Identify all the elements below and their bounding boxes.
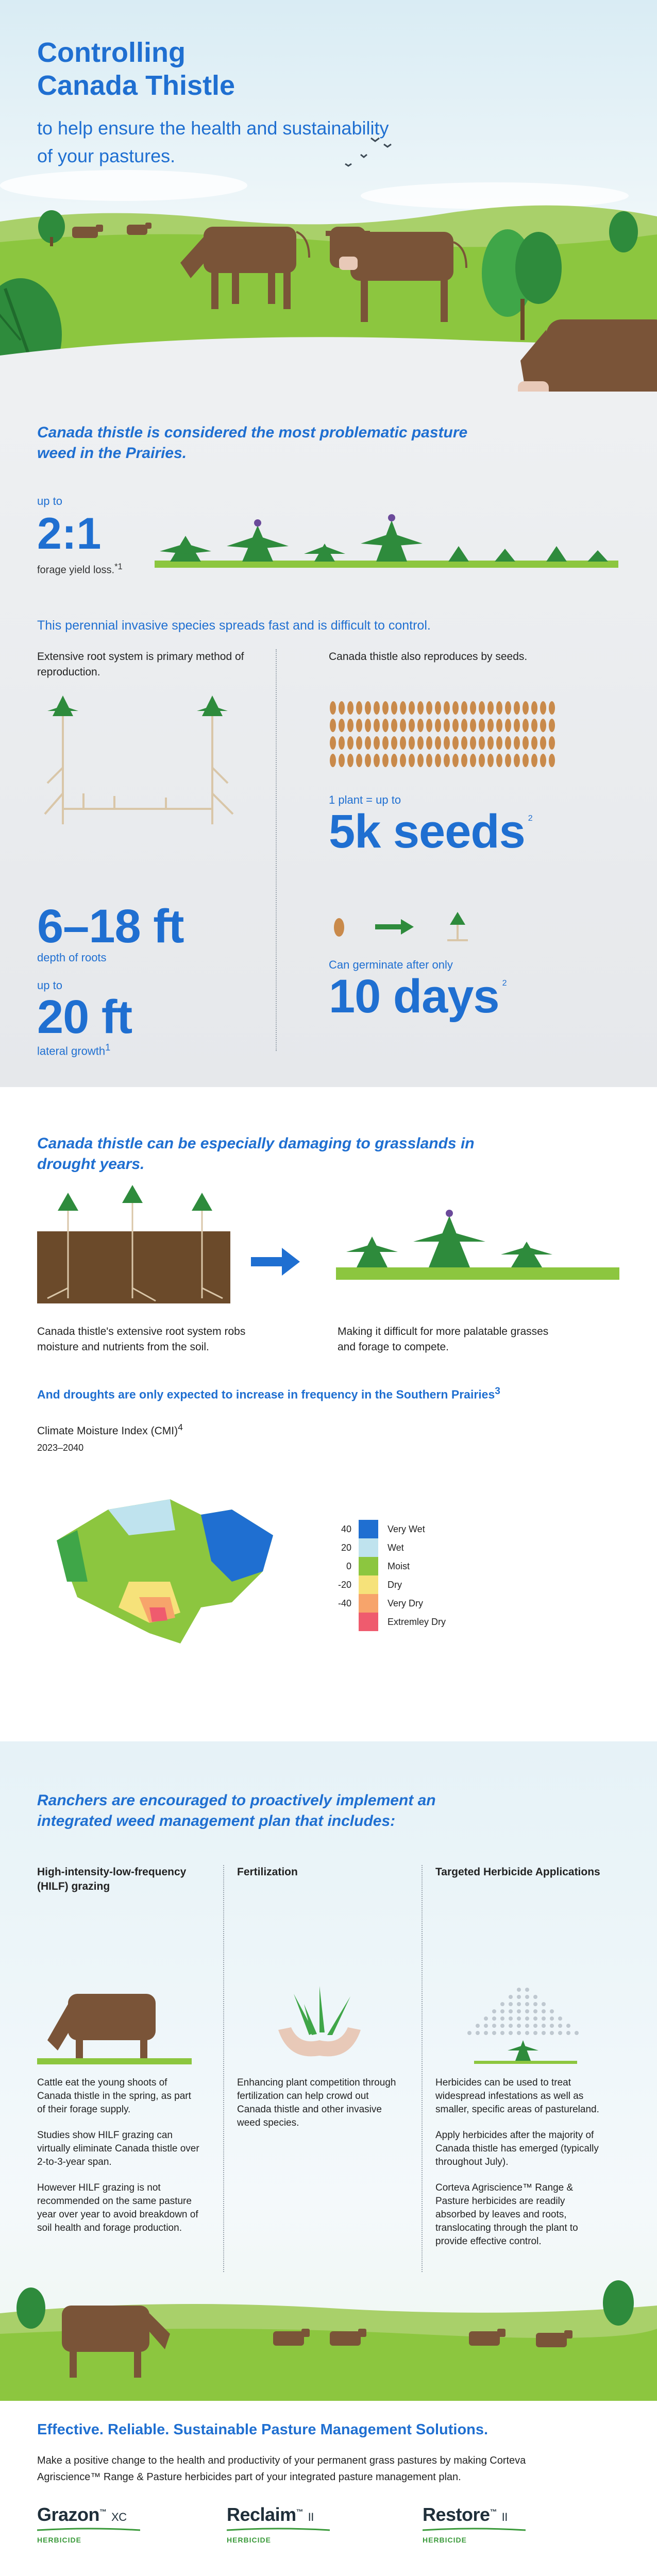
brand-reclaim-suffix: II — [308, 2511, 314, 2523]
spray-dot-icon — [484, 2016, 488, 2021]
spray-dot-icon — [566, 2031, 570, 2035]
seed-icon — [409, 719, 415, 732]
seed-icon — [435, 701, 441, 715]
seed-icon — [409, 736, 415, 750]
spray-dot-icon — [492, 2016, 496, 2021]
grazing-cow-icon — [37, 1984, 192, 2066]
hilf-heading: High-intensity-low-frequency (HILF) grazing — [37, 1866, 187, 1892]
germinate-stat — [329, 958, 507, 1021]
seed-icon — [487, 754, 494, 767]
management-lead: Ranchers are encouraged to proactively implement an integrated weed management plan that includes: — [37, 1792, 436, 1829]
solutions-tagline: Effective. Reliable. Sustainable Pasture Management Solutions. — [37, 2421, 488, 2438]
cmi-title — [37, 1422, 183, 1437]
legend-row — [330, 1613, 446, 1631]
seed-icon — [470, 754, 476, 767]
seed-icon — [531, 736, 537, 750]
spray-dot-icon — [550, 2031, 554, 2035]
seed-icon — [330, 736, 336, 750]
spray-dot-icon — [542, 2002, 546, 2006]
spray-dot-icon — [492, 2031, 496, 2035]
seed-icon — [523, 736, 529, 750]
brand-reclaim-sub: HERBICIDE — [227, 2536, 272, 2544]
seed-icon — [461, 701, 467, 715]
spray-dot-icon — [542, 2024, 546, 2028]
spray-dot-icon — [476, 2024, 480, 2028]
cmi-years: 2023–2040 — [37, 1443, 84, 1453]
seed-icon — [549, 719, 555, 732]
hilf-p1: Cattle eat the young shoots of Canada thistle in the spring, as part of their forage supply. — [37, 2077, 191, 2115]
spray-dot-icon — [533, 2031, 537, 2035]
seed-icon — [347, 719, 353, 732]
seed-icon — [523, 701, 529, 715]
seed-icon — [514, 736, 520, 750]
legend-row — [330, 1520, 446, 1538]
seed-icon — [523, 719, 529, 732]
ratio-caption — [37, 562, 123, 577]
seed-icon — [470, 701, 476, 715]
spray-dot-icon — [575, 2031, 579, 2035]
brand-swoosh-icon — [227, 2527, 330, 2532]
spray-dot-icon — [525, 2031, 529, 2035]
legend-swatch — [359, 1520, 378, 1538]
seeds-mark: 2 — [528, 814, 533, 823]
seed-icon — [417, 719, 424, 732]
column-divider-2 — [422, 1865, 423, 2272]
brand-reclaim-tm: ™ — [296, 2507, 304, 2516]
seed-icon — [365, 736, 371, 750]
seed-icon — [444, 754, 450, 767]
seed-icon — [382, 736, 389, 750]
depth-label: depth of roots — [37, 951, 107, 964]
drought-section — [0, 1087, 657, 1741]
spray-dot-icon — [542, 2009, 546, 2013]
root-system-icon — [37, 690, 254, 845]
seed-icon — [409, 754, 415, 767]
spray-dot-icon — [517, 2016, 521, 2021]
spray-dot-icon — [542, 2031, 546, 2035]
herbicide-spray-icon — [443, 1984, 598, 2066]
spray-dot-icon — [500, 2024, 504, 2028]
herbicide-p3: Corteva Agriscience™ Range & Pasture herbicides are readily absorbed by leaves and roots, translocating through the plant to provide effective control. — [435, 2182, 578, 2247]
seed-icon — [356, 701, 362, 715]
seed-icon — [540, 719, 546, 732]
seed-icon — [496, 754, 502, 767]
seed-icon — [496, 736, 502, 750]
seed-icon — [374, 754, 380, 767]
spray-dot-icon — [517, 2031, 521, 2035]
spray-dot-icon — [509, 2016, 513, 2021]
fertilization-text — [237, 2076, 402, 2142]
problem-lead: Canada thistle is considered the most problematic pasture weed in the Prairies. — [37, 424, 468, 462]
seed-icon — [461, 719, 467, 732]
seed-icon — [444, 719, 450, 732]
seed-icon — [356, 736, 362, 750]
seed-icon — [514, 754, 520, 767]
spray-dot-icon — [550, 2009, 554, 2013]
legend-swatch — [359, 1613, 378, 1631]
seed-icon — [400, 719, 406, 732]
spray-dot-icon — [484, 2031, 488, 2035]
legend-row — [330, 1594, 446, 1613]
seed-icon — [347, 736, 353, 750]
seed-icon — [505, 701, 511, 715]
brand-restore-suffix: II — [501, 2511, 508, 2523]
spray-dot-icon — [517, 2002, 521, 2006]
seed-icon — [426, 754, 432, 767]
seed-icon — [339, 736, 345, 750]
spray-dot-icon — [550, 2024, 554, 2028]
drought-statement — [37, 1386, 500, 1402]
seed-icon — [374, 719, 380, 732]
lateral-value: 20 ft — [37, 991, 132, 1043]
seed-icon — [382, 719, 389, 732]
cmi-title-text: Climate Moisture Index (CMI) — [37, 1425, 178, 1437]
legend-value: -40 — [338, 1598, 351, 1608]
lateral-label — [37, 1042, 132, 1058]
legend-swatch — [359, 1538, 378, 1557]
seed-icon — [549, 754, 555, 767]
brand-restore-name: Restore — [423, 2504, 490, 2525]
soil-caption-right: Making it difficult for more palatable grasses and forage to compete. — [338, 1326, 549, 1353]
spray-dot-icon — [533, 1995, 537, 1999]
main-title-line1: Controlling — [37, 37, 186, 68]
spray-dot-icon — [492, 2009, 496, 2013]
legend-label: Extremley Dry — [388, 1616, 446, 1627]
legend-swatch — [359, 1557, 378, 1575]
spray-dot-icon — [517, 2024, 521, 2028]
spray-dot-icon — [533, 2009, 537, 2013]
solutions-section — [0, 2401, 657, 2576]
seed-icon — [549, 701, 555, 715]
legend-label: Very Wet — [388, 1523, 425, 1534]
depth-stat — [37, 902, 184, 964]
legend-label: Dry — [388, 1579, 402, 1590]
spray-dot-icon — [509, 1995, 513, 1999]
hilf-p2: Studies show HILF grazing can virtually eliminate Canada thistle over 2-to-3-year span. — [37, 2130, 199, 2167]
seed-icon — [461, 736, 467, 750]
seed-icon — [523, 754, 529, 767]
seed-icon — [330, 719, 336, 732]
soil-comparison-illustration — [37, 1185, 619, 1309]
legend-label: Wet — [388, 1542, 404, 1553]
spray-dot-icon — [525, 1988, 529, 1992]
soil-caption-left: Canada thistle's extensive root system robs moisture and nutrients from the soil. — [37, 1326, 246, 1353]
seed-icon — [496, 719, 502, 732]
seed-icon — [391, 754, 397, 767]
seed-icon — [531, 701, 537, 715]
seed-icon — [347, 754, 353, 767]
seed-icon — [452, 701, 459, 715]
seed-icon — [505, 754, 511, 767]
legend-value: 40 — [341, 1523, 351, 1534]
spray-dot-icon — [525, 2016, 529, 2021]
brand-grazon-suffix: XC — [111, 2511, 127, 2523]
days-mark: 2 — [502, 979, 507, 988]
days-value: 10 days — [329, 970, 499, 1023]
ratio-caption-text: forage yield loss. — [37, 564, 115, 576]
cmi-mark: 4 — [178, 1422, 183, 1432]
seed-icon — [531, 754, 537, 767]
column-divider — [276, 649, 277, 1051]
spray-dot-icon — [525, 1995, 529, 1999]
brand-restore — [423, 2504, 526, 2544]
brand-restore-sub: HERBICIDE — [423, 2536, 467, 2544]
depth-value: 6–18 ft — [37, 900, 184, 953]
seed-icon — [479, 754, 485, 767]
seed-icon — [435, 736, 441, 750]
spray-dot-icon — [550, 2016, 554, 2021]
brand-reclaim-name: Reclaim — [227, 2504, 296, 2525]
seed-icon — [487, 719, 494, 732]
seed-icon — [339, 701, 345, 715]
ratio-value: 2:1 — [37, 509, 102, 558]
brand-grazon — [37, 2504, 140, 2544]
lateral-label-text: lateral growth — [37, 1044, 106, 1058]
solutions-body: Make a positive change to the health and productivity of your permanent grass pastures by making Corteva Agriscience™ Range & Pasture herbicides part of your integrated pasture management plan. — [37, 2455, 526, 2483]
spray-dot-icon — [525, 2002, 529, 2006]
seed-icon — [400, 736, 406, 750]
seed-icon — [531, 719, 537, 732]
seed-icon — [514, 719, 520, 732]
legend-value: -20 — [338, 1579, 351, 1590]
seed-icon — [426, 736, 432, 750]
hilf-text — [37, 2076, 202, 2247]
problem-section — [0, 392, 657, 1087]
seed-icon — [487, 736, 494, 750]
seeds-value: 5k seeds — [329, 805, 525, 858]
legend-value: 0 — [346, 1561, 351, 1571]
seed-icon — [540, 736, 546, 750]
seed-icon — [487, 701, 494, 715]
spray-dot-icon — [533, 2016, 537, 2021]
brand-restore-tm: ™ — [490, 2507, 497, 2516]
spray-dot-icon — [533, 2024, 537, 2028]
spreads-statement: This perennial invasive species spreads fast and is difficult to control. — [37, 618, 431, 633]
seed-icon — [479, 719, 485, 732]
spray-dot-icon — [500, 2031, 504, 2035]
spray-dot-icon — [566, 2024, 570, 2028]
seed-icon — [417, 754, 424, 767]
seed-icon — [374, 701, 380, 715]
column-divider-1 — [223, 1865, 224, 2272]
seed-icon — [514, 701, 520, 715]
fertilization-p1: Enhancing plant competition through fertilization can help crowd out Canada thistle and other invasive weed species. — [237, 2077, 396, 2128]
legend-row — [330, 1575, 446, 1594]
legend-row — [330, 1557, 446, 1575]
spray-dot-icon — [467, 2031, 471, 2035]
germinate-label: Can germinate after only — [329, 958, 453, 971]
seed-icon — [382, 754, 389, 767]
seed-icon — [400, 754, 406, 767]
hands-grass-icon — [263, 1984, 376, 2066]
seed-icon — [540, 701, 546, 715]
spray-dot-icon — [542, 2016, 546, 2021]
spray-dot-icon — [509, 2024, 513, 2028]
legend-label: Very Dry — [388, 1598, 424, 1608]
brand-grazon-tm: ™ — [99, 2507, 107, 2516]
lateral-mark: 1 — [105, 1042, 111, 1053]
seed-icon — [417, 736, 424, 750]
seed-icon — [356, 754, 362, 767]
cmi-legend — [330, 1520, 446, 1631]
legend-label: Moist — [388, 1561, 410, 1571]
seed-icon — [505, 736, 511, 750]
herbicide-heading: Targeted Herbicide Applications — [435, 1866, 600, 1878]
brand-grazon-name: Grazon — [37, 2504, 100, 2525]
seeds-grid-icon — [329, 701, 561, 778]
seed-icon — [330, 701, 336, 715]
spray-dot-icon — [509, 2002, 513, 2006]
canada-moisture-map — [46, 1479, 289, 1654]
herbicide-p2: Apply herbicides after the majority of Canada thistle has emerged (typically throughout July). — [435, 2130, 599, 2167]
seed-icon — [330, 754, 336, 767]
brand-swoosh-icon — [37, 2527, 140, 2532]
ratio-caption-mark: *1 — [114, 562, 123, 571]
germination-icon — [329, 902, 494, 948]
spray-dot-icon — [525, 2009, 529, 2013]
drought-mark: 3 — [495, 1386, 500, 1397]
seed-icon — [391, 701, 397, 715]
seed-icon — [356, 719, 362, 732]
spray-dot-icon — [517, 1995, 521, 1999]
seed-icon — [409, 701, 415, 715]
hero-section — [0, 0, 657, 392]
hero-subtitle: to help ensure the health and sustainability of your pastures. — [37, 117, 389, 166]
seed-icon — [496, 701, 502, 715]
seed-icon — [444, 736, 450, 750]
plant-label: 1 plant = up to — [329, 793, 401, 806]
brand-grazon-sub: HERBICIDE — [37, 2536, 82, 2544]
ratio-upto: up to — [37, 495, 62, 507]
seed-icon — [435, 719, 441, 732]
herbicide-text — [435, 2076, 600, 2261]
seed-icon — [339, 719, 345, 732]
seed-icon — [505, 719, 511, 732]
seeds-text: Canada thistle also reproduces by seeds. — [329, 651, 528, 663]
drought-lead: Canada thistle can be especially damaging to grasslands in drought years. — [37, 1135, 475, 1173]
seed-icon — [365, 701, 371, 715]
seed-icon — [540, 754, 546, 767]
spray-dot-icon — [517, 1988, 521, 1992]
seed-icon — [470, 736, 476, 750]
roots-text: Extensive root system is primary method of reproduction. — [37, 651, 244, 678]
spray-dot-icon — [558, 2024, 562, 2028]
seed-icon — [426, 719, 432, 732]
seed-icon — [400, 701, 406, 715]
seed-icon — [479, 736, 485, 750]
seed-icon — [339, 754, 345, 767]
seed-icon — [452, 754, 459, 767]
seed-icon — [426, 701, 432, 715]
lateral-stat — [37, 979, 132, 1058]
hilf-p3: However HILF grazing is not recommended on the same pasture year over year to avoid breakdown of soil health and forage production. — [37, 2182, 198, 2233]
seed-icon — [435, 754, 441, 767]
seed-icon — [374, 736, 380, 750]
seed-icon — [444, 701, 450, 715]
legend-row — [330, 1538, 446, 1557]
spray-dot-icon — [500, 2009, 504, 2013]
spray-dot-icon — [517, 2009, 521, 2013]
seed-icon — [452, 719, 459, 732]
seed-icon — [365, 719, 371, 732]
pasture-bottom-illustration — [0, 2257, 657, 2401]
spray-dot-icon — [476, 2031, 480, 2035]
spray-dot-icon — [533, 2002, 537, 2006]
legend-swatch — [359, 1575, 378, 1594]
spray-dot-icon — [509, 2031, 513, 2035]
spray-dot-icon — [500, 2016, 504, 2021]
seed-icon — [461, 754, 467, 767]
spray-dot-icon — [484, 2024, 488, 2028]
spray-dot-icon — [509, 2009, 513, 2013]
seed-icon — [391, 736, 397, 750]
spray-dot-icon — [525, 2024, 529, 2028]
brand-swoosh-icon — [423, 2527, 526, 2532]
seed-icon — [452, 736, 459, 750]
spray-dot-icon — [500, 2002, 504, 2006]
seed-icon — [470, 719, 476, 732]
main-title-line2: Canada Thistle — [37, 70, 235, 101]
seed-icon — [382, 701, 389, 715]
spray-dot-icon — [492, 2024, 496, 2028]
seed-icon — [479, 701, 485, 715]
drought-statement-text: And droughts are only expected to increase in frequency in the Southern Prairies — [37, 1387, 495, 1401]
legend-swatch — [359, 1594, 378, 1613]
management-section — [0, 1741, 657, 2401]
legend-value: 20 — [341, 1542, 351, 1553]
brand-reclaim — [227, 2504, 330, 2544]
fertilization-heading: Fertilization — [237, 1866, 298, 1878]
main-title — [37, 36, 398, 102]
seed-icon — [391, 719, 397, 732]
lateral-upto: up to — [37, 979, 62, 992]
spray-dot-icon — [558, 2031, 562, 2035]
seed-icon — [417, 701, 424, 715]
seeds-stat — [329, 793, 533, 856]
seed-icon — [347, 701, 353, 715]
seed-icon — [365, 754, 371, 767]
spray-dot-icon — [558, 2016, 562, 2021]
seed-icon — [549, 736, 555, 750]
thistle-plants-icon — [155, 495, 618, 572]
herbicide-p1: Herbicides can be used to treat widespread infestations as well as smaller, specific areas of pastureland. — [435, 2077, 599, 2115]
